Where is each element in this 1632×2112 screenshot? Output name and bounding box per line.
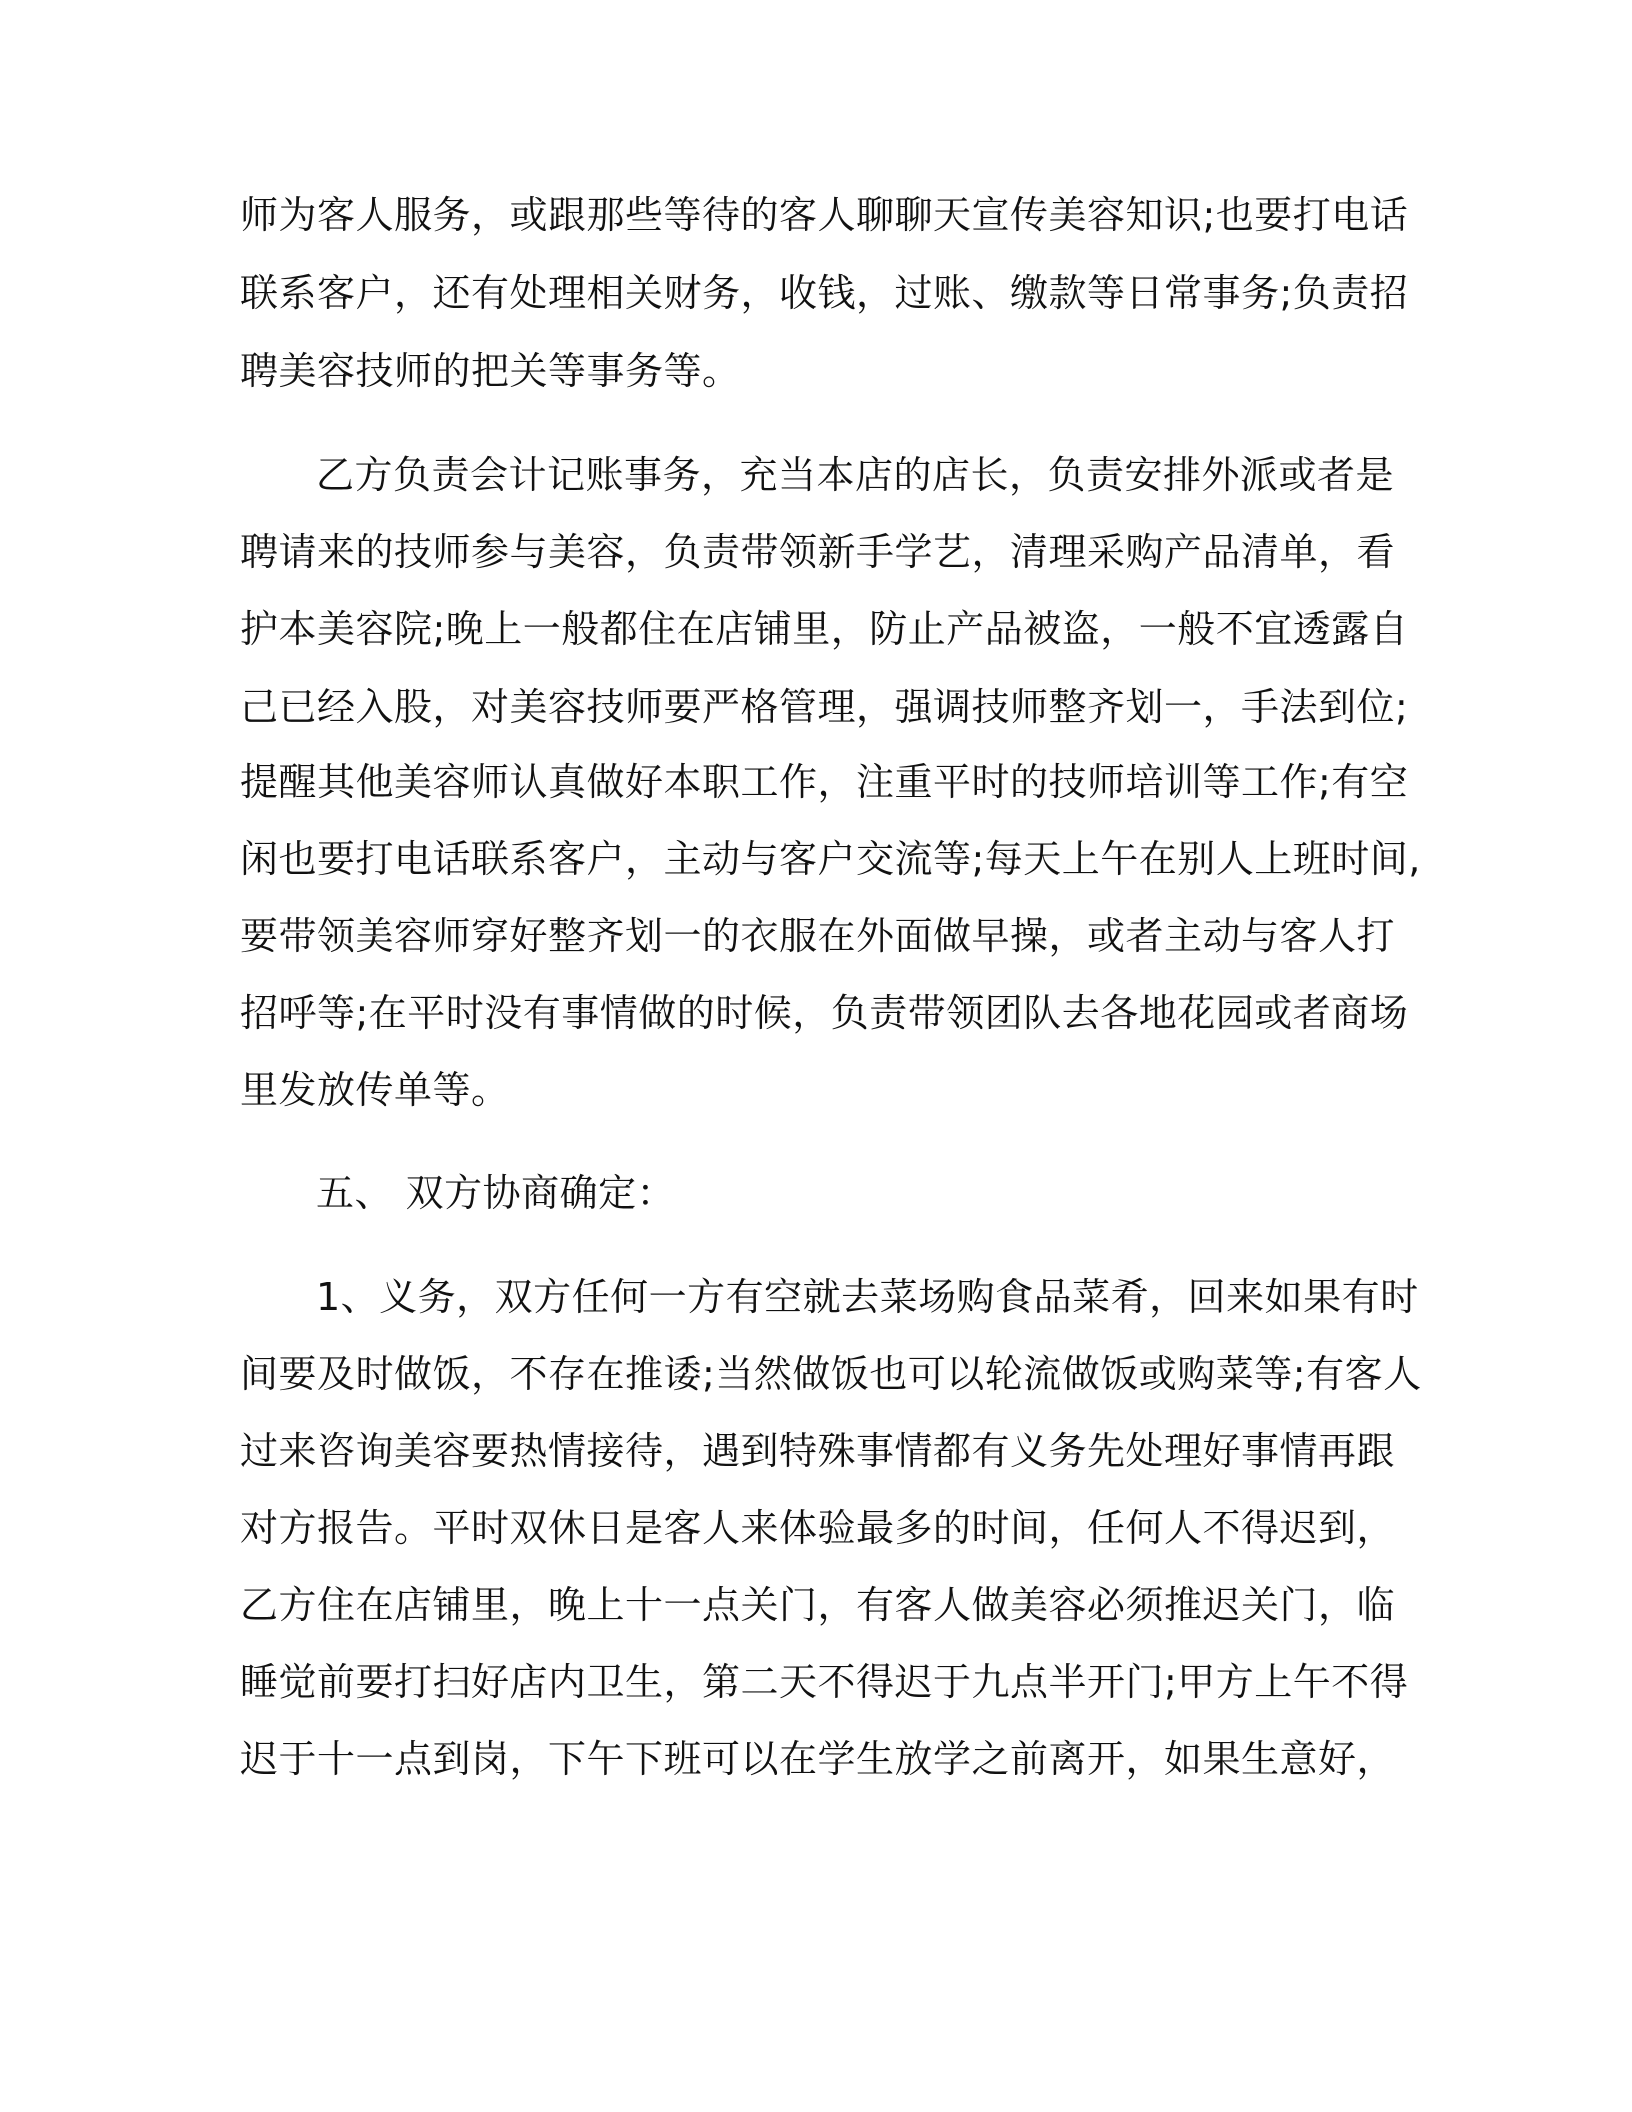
paragraph-2-line-8: 招呼等;在平时没有事情做的时候，负责带领团队去各地花园或者商场 [240,991,1409,1035]
paragraph-3-line-1: 1、义务，双方任何一方有空就去菜场购食品菜肴，回来如果有时 [316,1275,1419,1319]
paragraph-2-line-6: 闲也要打电话联系客户，主动与客户交流等;每天上午在别人上班时间, [240,837,1421,881]
section-heading: 五、 双方协商确定： [316,1171,676,1215]
paragraph-1-line-2: 联系客户，还有处理相关财务，收钱，过账、缴款等日常事务;负责招 [240,271,1409,315]
paragraph-2-line-9: 里发放传单等。 [240,1068,510,1112]
paragraph-3-line-4: 对方报告。平时双休日是客人来体验最多的时间，任何人不得迟到， [240,1506,1396,1550]
paragraph-1-line-3: 聘美容技师的把关等事务等。 [240,349,741,393]
paragraph-2-line-5: 提醒其他美容师认真做好本职工作，注重平时的技师培训等工作;有空 [240,760,1409,804]
paragraph-2-line-3: 护本美容院;晚上一般都住在店铺里，防止产品被盗，一般不宜透露自 [240,607,1409,651]
paragraph-2-line-2: 聘请来的技师参与美容，负责带领新手学艺，清理采购产品清单，看 [240,530,1396,574]
paragraph-2-line-4: 己已经入股，对美容技师要严格管理，强调技师整齐划一，手法到位; [240,685,1409,729]
paragraph-3-line-7: 迟于十一点到岗，下午下班可以在学生放学之前离开，如果生意好， [240,1737,1396,1781]
paragraph-3-line-3: 过来咨询美容要热情接待，遇到特殊事情都有义务先处理好事情再跟 [240,1429,1396,1473]
paragraph-1-line-1: 师为客人服务，或跟那些等待的客人聊聊天宣传美容知识;也要打电话 [240,193,1409,237]
paragraph-2-line-1: 乙方负责会计记账事务，充当本店的店长，负责安排外派或者是 [316,453,1395,497]
paragraph-3-line-6: 睡觉前要打扫好店内卫生，第二天不得迟于九点半开门;甲方上午不得 [240,1660,1409,1704]
paragraph-2-line-7: 要带领美容师穿好整齐划一的衣服在外面做早操，或者主动与客人打 [240,914,1396,958]
paragraph-3-line-2: 间要及时做饭，不存在推诿;当然做饭也可以轮流做饭或购菜等;有客人 [240,1352,1422,1396]
paragraph-3-line-5: 乙方住在店铺里，晚上十一点关门，有客人做美容必须推迟关门，临 [240,1583,1396,1627]
